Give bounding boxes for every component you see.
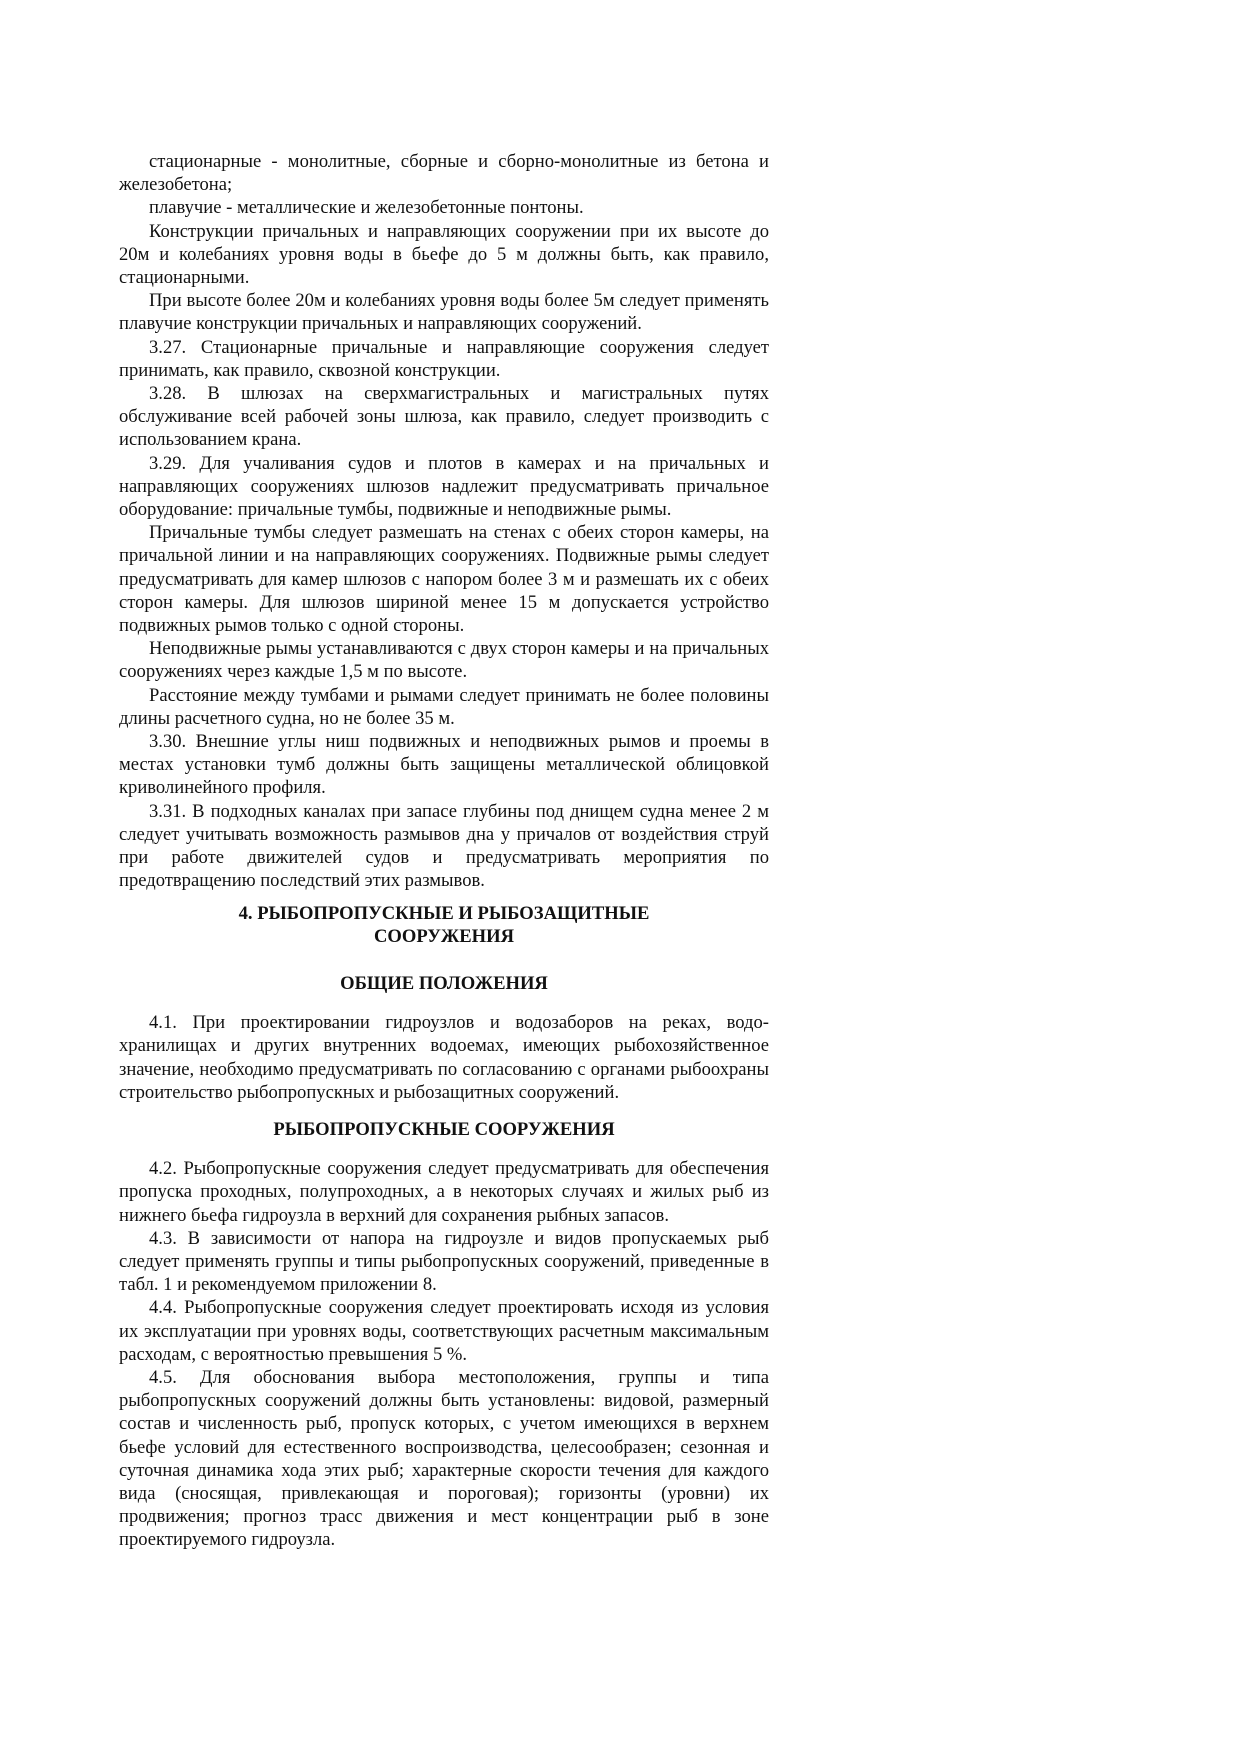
section-heading-line: СООРУЖЕНИЯ bbox=[373, 925, 515, 947]
paragraph-3-30: 3.30. Внешние углы ниш подвижных и неподвижных рымов и проемы в местах установки тумб должны быть защищены металлической облицовкой криволинейного профиля. bbox=[119, 731, 769, 799]
paragraph: стационарные - монолитные, сборные и сборно-монолитные из бетона и железобетона; bbox=[119, 151, 769, 196]
section-heading-line: 4. РЫБОПРОПУСКНЫЕ И РЫБОЗАЩИТНЫЕ bbox=[238, 902, 650, 924]
subheading-fish-passes: РЫБОПРОПУСКНЫЕ СООРУЖЕНИЯ bbox=[273, 1118, 615, 1140]
paragraph: Расстояние между тумбами и рымами следует принимать не более половины длины расчетного судна, но не более 35 м. bbox=[119, 684, 769, 729]
paragraph: Конструкции причальных и направляющих сооружении при их высоте до 20м и колебаниях уровня воды в бьефе до 5 м должны быть, как правило, стационарными. bbox=[119, 220, 769, 289]
paragraph-3-27: 3.27. Стационарные причальные и направляющие сооружения следует принимать, как правило, сквозной конструкции. bbox=[119, 336, 769, 381]
paragraph-4-4: 4.4. Рыбопропускные сооружения следует проектировать исходя из условия их эксплуатации при уровнях воды, соответствующих расчетным максимальным расходам, с вероятностью превышения 5 %. bbox=[119, 1297, 769, 1365]
section-heading bbox=[119, 902, 769, 948]
paragraph-3-29: 3.29. Для учаливания судов и плотов в камерах и на причальных и направляющих сооружениях шлюзов надлежит предусматривать причальное оборудование: причальные тумбы, подвижные и неподвижные рымы. bbox=[119, 452, 769, 521]
paragraph-4-2: 4.2. Рыбопропускные сооружения следует предусматривать для обеспечения пропуска проходных, полупроходных, а в некоторых случаях и жилых рыб из нижнего бьефа гидроузла в верхний для сохранения рыбных запасов. bbox=[119, 1158, 769, 1226]
paragraph-4-1: 4.1. При проектировании гидроузлов и водозаборов на реках, водохранилищах и других внутренних водоемах, имеющих рыбохозяйственное значение, необходимо предусматривать по согласованию с органами рыбоохраны строительство рыбопропускных и рыбозащитных сооружений. bbox=[119, 1012, 769, 1103]
paragraph: Неподвижные рымы устанавливаются с двух сторон камеры и на причальных сооружениях через каждые 1,5 м по высоте. bbox=[119, 638, 769, 683]
paragraph: При высоте более 20м и колебаниях уровня воды более 5м следует применять плавучие конструкции причальных и направляющих сооружений. bbox=[119, 290, 769, 335]
paragraph: Причальные тумбы следует размешать на стенах с обеих сторон камеры, на причальной линии и на направляющих сооружениях. Подвижные рымы следует предусматривать для камер шлюзов с напором более 3 м и размешать их с обеих сторон камеры. Для шлюзов шириной менее 15 м допускается устройство подвижных рымов только с одной стороны. bbox=[119, 522, 769, 637]
paragraph-4-5: 4.5. Для обоснования выбора местоположения, группы и типа рыбопропускных сооружений должны быть установлены: видовой, размерный состав и численность рыб, пропуск которых, с учетом имеющихся в верхнем бьефе условий для естественного воспроизводства, целесообразен; сезонная и суточная динамика хода этих рыб; характерные скорости течения для каждого вида (сносящая, привлекающая и пороговая); горизонты (уровни) их продвижения; прогноз трасс движения и мест концентрации рыб в зоне проектируемого гидроузла. bbox=[119, 1366, 769, 1551]
paragraph-3-31: 3.31. В подходных каналах при запасе глубины под днищем судна менее 2 м следует учитывать возможность размывов дна у причалов от воздействия струй при работе движителей судов и предусматривать мероприятия по предотвращению последствий этих размывов. bbox=[119, 800, 769, 892]
paragraph: плавучие - металлические и железобетонные понтоны. bbox=[149, 197, 584, 219]
subheading-general: ОБЩИЕ ПОЛОЖЕНИЯ bbox=[340, 972, 548, 994]
paragraph-4-3: 4.3. В зависимости от напора на гидроузле и видов пропускаемых рыб следует применять группы и типы рыбопропускных сооружений, приведенные в табл. 1 и рекомендуемом приложении 8. bbox=[119, 1227, 769, 1296]
document-page bbox=[119, 150, 769, 1552]
paragraph-3-28: 3.28. В шлюзах на сверхмагистральных и магистральных путях обслуживание всей рабочей зоны шлюза, как правило, следует производить с использованием крана. bbox=[119, 383, 769, 451]
